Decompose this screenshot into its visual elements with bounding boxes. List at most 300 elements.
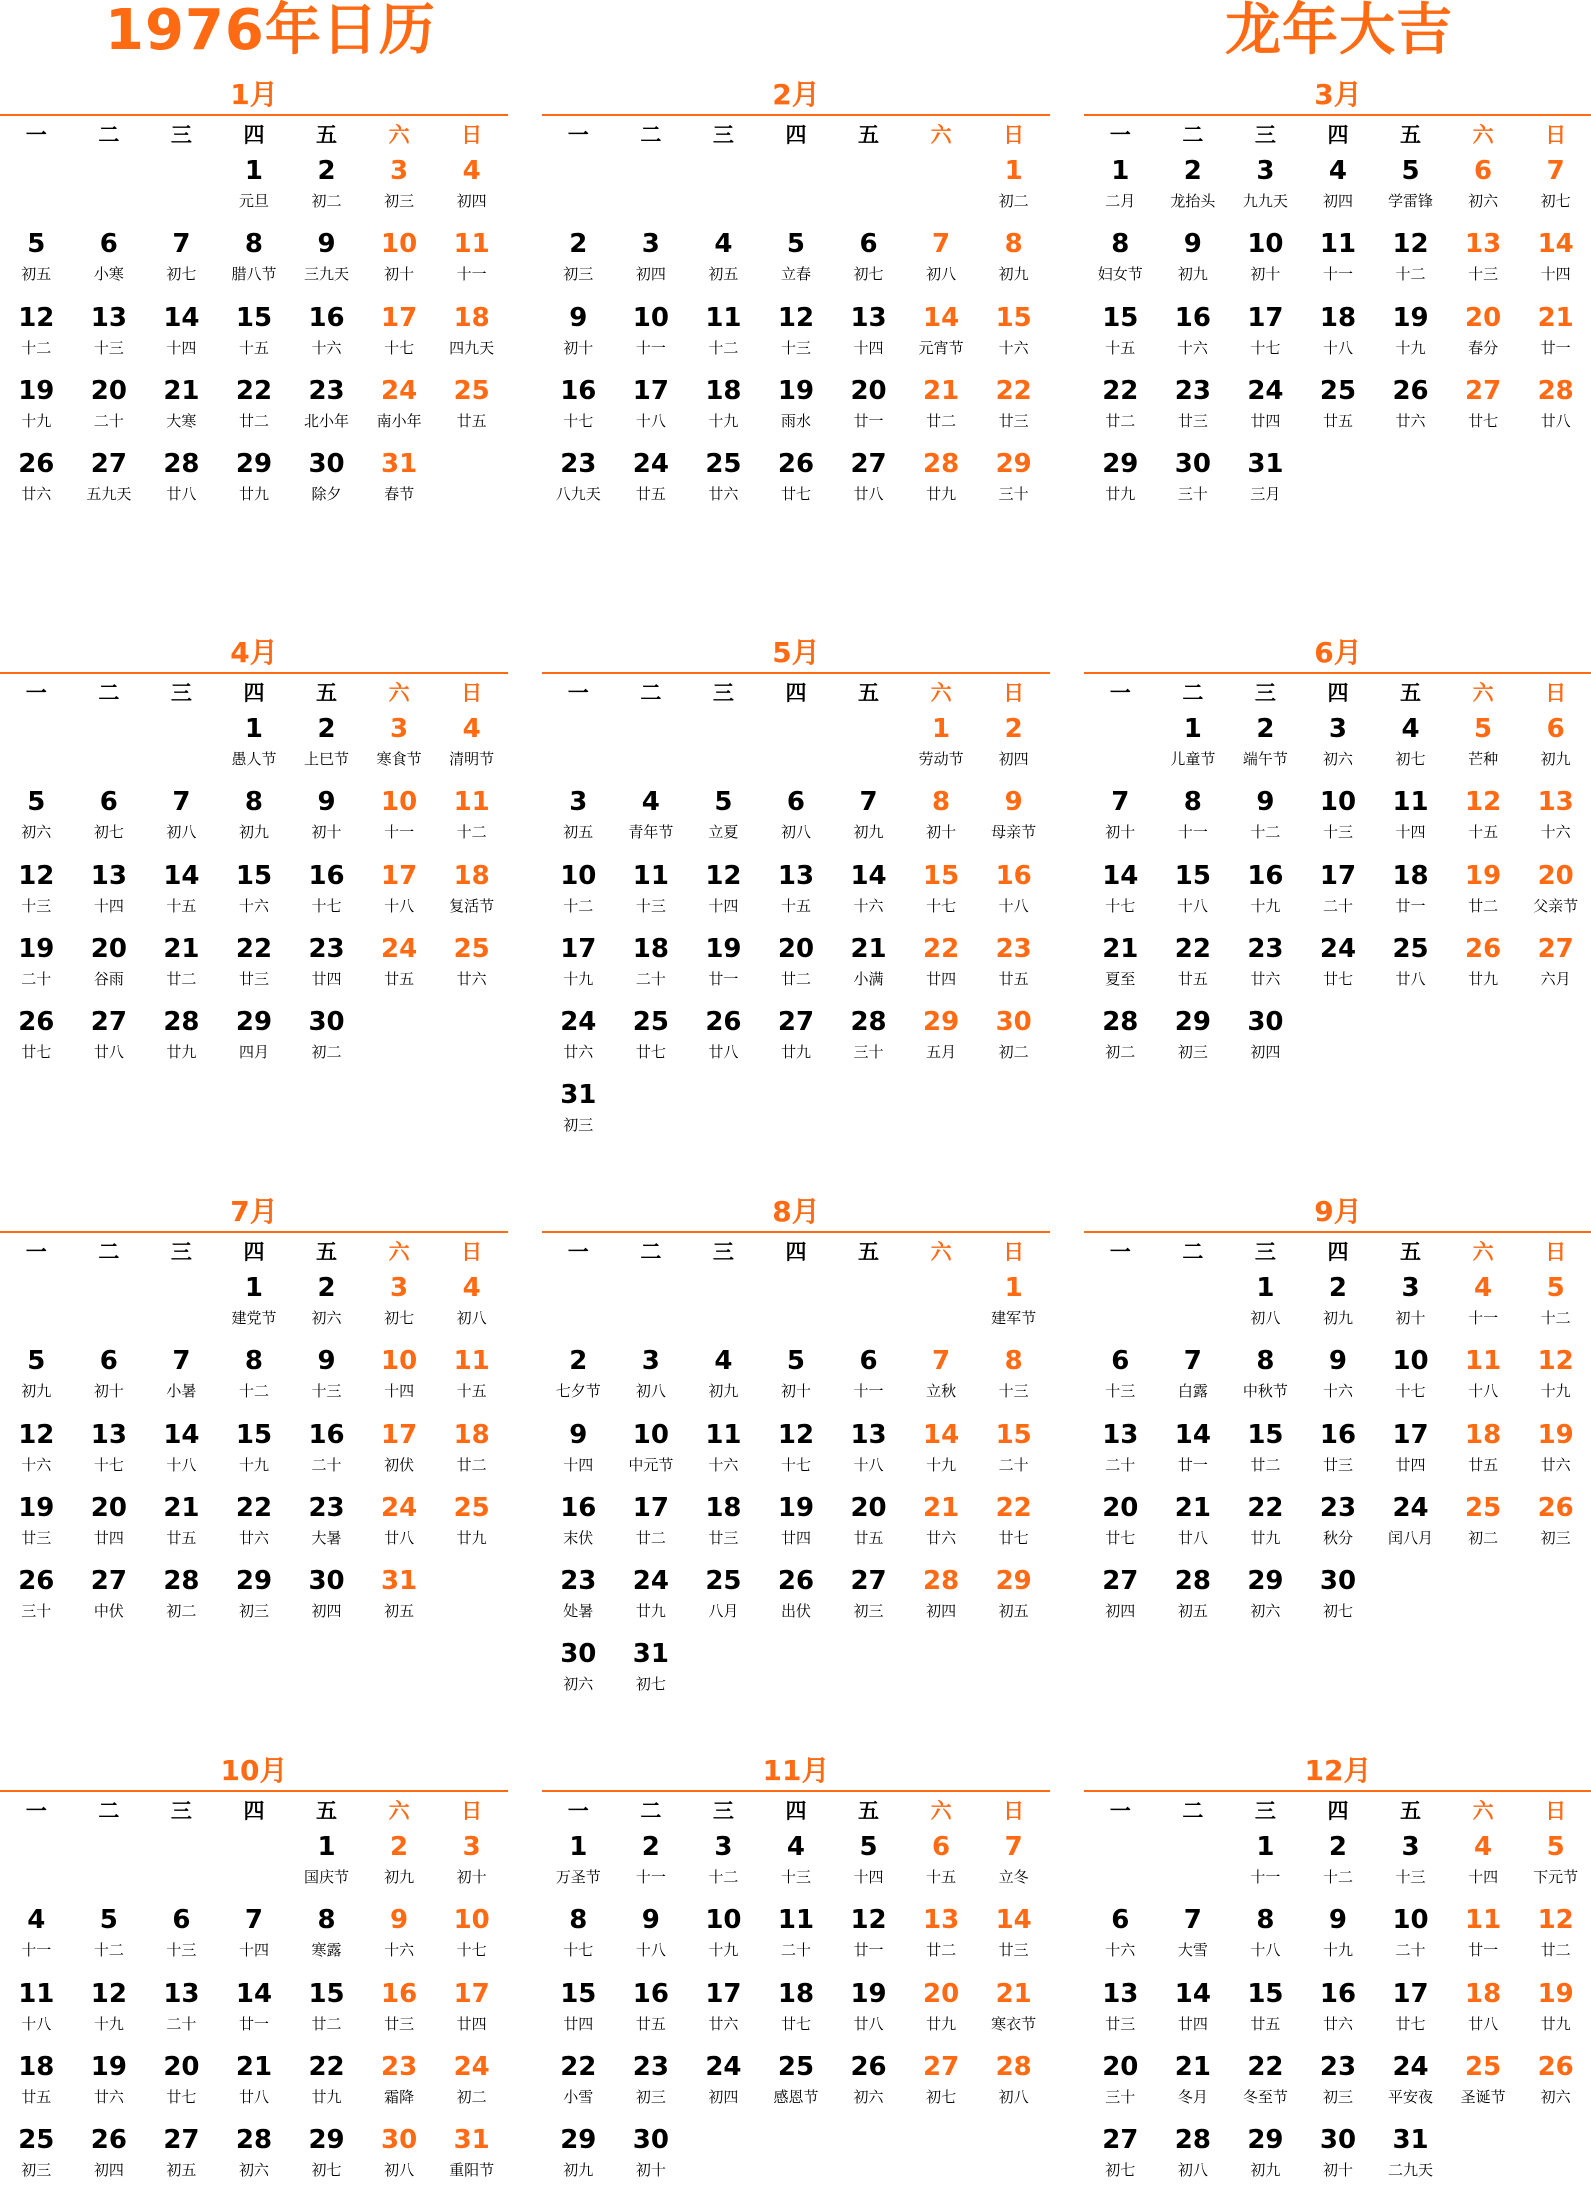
day-cell	[145, 299, 218, 372]
day-cell	[615, 1416, 688, 1489]
lunar-label: 廿一	[853, 1941, 884, 1960]
day-cell	[1229, 1562, 1302, 1635]
day-number: 25	[632, 1007, 669, 1038]
lunar-label: 二十	[998, 1455, 1029, 1474]
day-cell	[290, 783, 363, 856]
day-cell	[760, 1901, 833, 1974]
day-number: 23	[632, 2051, 669, 2082]
lunar-label: 十八	[384, 896, 415, 915]
lunar-label: 初八	[780, 823, 811, 842]
days-grid	[542, 710, 1050, 1150]
lunar-label: 初三	[563, 1116, 594, 1135]
day-number: 19	[1465, 860, 1502, 891]
day-number: 28	[1174, 1566, 1211, 1597]
lunar-label: 上巳节	[304, 750, 350, 768]
day-number: 8	[244, 1346, 264, 1377]
month-title: 8月	[542, 1193, 1050, 1233]
lunar-label: 谷雨	[93, 969, 124, 988]
weekday-header	[1084, 1792, 1591, 1828]
day-cell	[1519, 930, 1591, 1003]
day-number: 8	[1183, 787, 1202, 818]
day-number: 9	[1183, 229, 1202, 260]
day-number: 6	[1111, 1346, 1130, 1377]
weekday-label: 三	[1254, 123, 1276, 147]
day-cell	[1447, 1975, 1520, 2048]
lunar-label: 二十	[21, 969, 52, 988]
day-cell	[905, 710, 978, 783]
day-cell	[760, 2048, 833, 2121]
weekday-label: 五	[858, 1799, 880, 1823]
lunar-label: 寒食节	[376, 750, 422, 768]
lunar-label: 闰八月	[1388, 1528, 1434, 1547]
lunar-label: 十三	[166, 1941, 197, 1960]
day-cell	[832, 1562, 905, 1635]
day-number: 20	[777, 933, 815, 964]
day-number: 6	[99, 229, 118, 260]
day-number: 2	[1004, 714, 1023, 744]
day-number: 30	[308, 1566, 345, 1597]
weekday-label: 五	[1400, 1799, 1422, 1823]
day-number: 26	[705, 1007, 742, 1038]
day-number: 4	[462, 156, 481, 186]
day-cell	[1447, 372, 1520, 445]
day-cell	[615, 2048, 688, 2121]
day-cell	[1084, 2121, 1157, 2194]
day-cell	[832, 1342, 905, 1415]
lunar-label: 十一	[456, 265, 487, 284]
day-number: 10	[632, 1419, 669, 1450]
day-cell	[73, 1562, 146, 1635]
lunar-label: 十九	[1540, 1382, 1571, 1401]
lunar-label: 十八	[998, 896, 1029, 915]
day-cell	[1229, 445, 1302, 518]
day-number: 28	[1537, 375, 1574, 406]
day-cell	[1084, 1416, 1157, 1489]
lunar-label: 廿八	[238, 2087, 269, 2106]
day-cell	[1447, 1342, 1520, 1415]
day-number: 19	[90, 2051, 127, 2082]
empty-cell	[760, 710, 833, 783]
weekday-label: 三	[170, 681, 192, 705]
day-cell	[905, 372, 978, 445]
weekday-label: 四	[1327, 1799, 1349, 1823]
day-number: 6	[1546, 714, 1565, 744]
day-number: 1	[244, 714, 264, 744]
lunar-label: 十九	[1322, 1941, 1353, 1960]
lunar-label: 初八	[1177, 2161, 1208, 2180]
day-number: 8	[1256, 1905, 1275, 1936]
month-title: 1月	[0, 76, 508, 116]
lunar-label: 学雷锋	[1388, 192, 1434, 210]
day-number: 9	[317, 1346, 336, 1377]
day-number: 16	[560, 375, 597, 406]
day-number: 9	[569, 302, 588, 333]
lunar-label: 廿九	[1105, 485, 1136, 504]
day-cell	[1302, 783, 1375, 856]
day-number: 25	[18, 2125, 55, 2156]
weekday-label: 三	[712, 1240, 734, 1264]
lunar-label: 初九	[21, 1382, 52, 1401]
day-number: 20	[1537, 860, 1574, 891]
day-number: 22	[1174, 933, 1211, 964]
weekday-label: 二	[98, 1240, 120, 1264]
weekday-label: 四	[243, 1799, 265, 1823]
lunar-label: 初二	[456, 2087, 487, 2106]
day-cell	[145, 1562, 218, 1635]
day-number: 30	[308, 1007, 345, 1038]
day-number: 30	[308, 449, 345, 480]
lunar-label: 廿五	[166, 1528, 197, 1547]
day-number: 18	[1465, 1978, 1502, 2009]
day-cell	[1302, 2048, 1375, 2121]
weekday-header	[542, 1792, 1050, 1828]
day-cell	[542, 2048, 615, 2121]
month-block	[0, 1193, 508, 1635]
day-number: 2	[1328, 1832, 1348, 1862]
day-number: 1	[1256, 1273, 1275, 1303]
day-number: 30	[1319, 2125, 1357, 2156]
day-number: 24	[705, 2051, 742, 2082]
month-block	[542, 634, 1050, 1150]
lunar-label: 初四	[1105, 1602, 1136, 1621]
day-number: 29	[235, 449, 273, 480]
day-cell	[145, 1003, 218, 1076]
day-cell	[1229, 1003, 1302, 1076]
lunar-label: 廿九	[780, 1043, 811, 1062]
lunar-label: 初九	[853, 823, 884, 842]
weekday-label: 二	[1182, 1240, 1204, 1264]
day-number: 7	[172, 1346, 191, 1377]
month-block	[542, 76, 1050, 518]
day-cell	[1519, 1269, 1591, 1342]
lunar-label: 初五	[563, 823, 594, 842]
lunar-label: 二十	[1322, 896, 1353, 915]
lunar-label: 初七	[926, 2087, 957, 2106]
day-number: 17	[1319, 860, 1357, 891]
day-number: 19	[777, 375, 815, 406]
day-cell	[542, 1562, 615, 1635]
day-cell	[0, 1901, 73, 1974]
day-number: 2	[1183, 156, 1202, 186]
lunar-label: 中伏	[93, 1602, 124, 1621]
day-cell	[615, 372, 688, 445]
lunar-label: 龙抬头	[1170, 192, 1216, 210]
day-number: 24	[1392, 2051, 1429, 2082]
lunar-label: 十六	[384, 1941, 415, 1960]
lunar-label: 廿二	[456, 1455, 487, 1474]
day-cell	[1229, 1342, 1302, 1415]
day-number: 26	[18, 1566, 55, 1597]
day-cell	[0, 857, 73, 930]
day-number: 19	[777, 1492, 815, 1523]
day-cell	[435, 1828, 508, 1901]
day-number: 4	[714, 1346, 733, 1377]
lunar-label: 大寒	[166, 411, 197, 430]
day-number: 11	[705, 302, 742, 333]
day-cell	[542, 225, 615, 298]
lunar-label: 廿六	[708, 485, 739, 504]
weekday-label: 二	[640, 123, 662, 147]
day-cell	[1447, 1269, 1520, 1342]
day-number: 22	[560, 2051, 597, 2082]
day-number: 9	[569, 1419, 588, 1450]
lunar-label: 初六	[563, 1675, 594, 1694]
weekday-label: 日	[461, 123, 483, 147]
day-cell	[1519, 1489, 1591, 1562]
day-number: 7	[1183, 1346, 1202, 1377]
day-cell	[832, 1828, 905, 1901]
day-cell	[977, 225, 1050, 298]
day-cell	[1157, 1003, 1230, 1076]
weekday-label: 一	[567, 123, 589, 147]
day-number: 29	[1102, 449, 1139, 480]
day-number: 15	[1247, 1978, 1284, 2009]
day-number: 1	[1183, 714, 1202, 744]
day-cell	[1374, 299, 1447, 372]
day-number: 9	[1004, 787, 1023, 818]
weekday-header	[0, 1233, 508, 1269]
day-number: 13	[850, 302, 887, 333]
day-cell	[218, 152, 291, 225]
month-block	[0, 634, 508, 1076]
lunar-label: 十九	[708, 411, 739, 430]
day-cell	[0, 1975, 73, 2048]
lunar-label: 父亲节	[1533, 896, 1579, 915]
day-cell	[0, 372, 73, 445]
day-number: 6	[1474, 156, 1493, 186]
day-cell	[977, 1562, 1050, 1635]
empty-cell	[73, 152, 146, 225]
day-cell	[0, 2048, 73, 2121]
lunar-label: 初七	[384, 1309, 415, 1327]
lunar-label: 国庆节	[304, 1868, 350, 1886]
lunar-label: 十八	[166, 1455, 197, 1474]
lunar-label: 初九	[1540, 750, 1571, 768]
lunar-label: 十四	[1540, 265, 1571, 284]
day-number: 16	[308, 1419, 345, 1450]
day-cell	[615, 1828, 688, 1901]
weekday-label: 五	[1400, 1240, 1422, 1264]
day-number: 8	[244, 787, 264, 818]
day-number: 7	[932, 1346, 951, 1377]
lunar-label: 十二	[238, 1382, 269, 1401]
day-cell	[760, 1828, 833, 1901]
lunar-label: 初四	[708, 2087, 739, 2106]
lunar-label: 十七	[311, 896, 342, 915]
day-number: 16	[1174, 302, 1211, 333]
lunar-label: 十七	[1105, 896, 1136, 915]
day-number: 5	[27, 1346, 46, 1377]
weekday-label: 六	[1472, 681, 1494, 705]
empty-cell	[905, 1269, 978, 1342]
lunar-label: 初四	[926, 1602, 957, 1621]
lunar-label: 廿一	[238, 2014, 269, 2033]
lunar-label: 廿二	[1540, 1941, 1571, 1960]
day-cell	[832, 1489, 905, 1562]
day-cell	[1229, 1489, 1302, 1562]
lunar-label: 廿三	[1105, 2014, 1136, 2033]
day-cell	[905, 1562, 978, 1635]
lunar-label: 廿二	[635, 1528, 666, 1547]
day-number: 5	[1474, 714, 1493, 744]
day-number: 17	[381, 302, 418, 333]
lunar-label: 十四	[853, 338, 884, 357]
day-cell	[1084, 152, 1157, 225]
weekday-header	[0, 1792, 508, 1828]
lunar-label: 十三	[1468, 265, 1499, 284]
lunar-label: 廿四	[1177, 2014, 1208, 2033]
day-number: 12	[1537, 1346, 1574, 1377]
day-number: 20	[90, 375, 127, 406]
day-number: 29	[923, 1007, 960, 1038]
lunar-label: 初伏	[384, 1455, 415, 1474]
lunar-label: 廿三	[998, 1941, 1029, 1960]
day-cell	[73, 1416, 146, 1489]
day-cell	[977, 1003, 1050, 1076]
lunar-label: 十五	[456, 1382, 487, 1401]
day-number: 22	[235, 375, 273, 406]
day-number: 2	[317, 1273, 336, 1303]
day-number: 7	[244, 1905, 264, 1936]
day-cell	[290, 1342, 363, 1415]
day-number: 21	[1537, 302, 1574, 333]
day-number: 4	[462, 714, 481, 744]
day-cell	[615, 1489, 688, 1562]
day-cell	[687, 1489, 760, 1562]
empty-cell	[615, 152, 688, 225]
lunar-label: 初九	[1250, 2161, 1281, 2180]
lunar-label: 十六	[21, 1455, 52, 1474]
day-cell	[218, 2048, 291, 2121]
month-title: 10月	[0, 1752, 508, 1792]
day-cell	[290, 857, 363, 930]
lunar-label: 秋分	[1322, 1528, 1353, 1547]
day-number: 1	[317, 1832, 336, 1862]
day-cell	[1302, 1416, 1375, 1489]
day-cell	[1302, 930, 1375, 1003]
day-cell	[1084, 1489, 1157, 1562]
day-cell	[73, 1342, 146, 1415]
day-cell	[905, 1828, 978, 1901]
day-number: 20	[850, 1492, 887, 1523]
lunar-label: 初三	[853, 1602, 884, 1621]
day-number: 3	[1401, 1832, 1420, 1862]
day-cell	[542, 930, 615, 1003]
lunar-label: 十二	[1250, 823, 1281, 842]
lunar-label: 廿一	[708, 969, 739, 988]
lunar-label: 十五	[1105, 338, 1136, 357]
empty-cell	[1084, 710, 1157, 783]
day-cell	[1302, 1489, 1375, 1562]
day-number: 21	[163, 933, 200, 964]
day-number: 28	[163, 449, 200, 480]
empty-cell	[0, 710, 73, 783]
day-cell	[1084, 1003, 1157, 1076]
lunar-label: 十八	[635, 1941, 666, 1960]
day-cell	[1157, 445, 1230, 518]
lunar-label: 初五	[708, 265, 739, 284]
day-number: 24	[1319, 933, 1357, 964]
day-number: 17	[560, 933, 597, 964]
day-cell	[218, 1003, 291, 1076]
day-cell	[905, 299, 978, 372]
lunar-label: 廿七	[1105, 1528, 1136, 1547]
day-cell	[363, 1489, 436, 1562]
day-cell	[0, 783, 73, 856]
lunar-label: 廿六	[708, 2014, 739, 2033]
day-number: 25	[705, 1566, 742, 1597]
lunar-label: 廿五	[1322, 411, 1353, 430]
day-number: 31	[1247, 449, 1284, 480]
day-number: 26	[1392, 375, 1429, 406]
lunar-label: 初三	[1540, 1528, 1571, 1547]
day-cell	[1084, 783, 1157, 856]
day-number: 30	[560, 1639, 597, 1670]
lunar-label: 八月	[708, 1602, 739, 1621]
day-cell	[1519, 1828, 1591, 1901]
lunar-label: 四月	[238, 1043, 269, 1062]
day-cell	[218, 1489, 291, 1562]
day-number: 16	[1319, 1419, 1357, 1450]
day-number: 25	[777, 2051, 815, 2082]
day-number: 9	[641, 1905, 660, 1936]
day-cell	[1447, 299, 1520, 372]
day-number: 9	[317, 787, 336, 818]
lunar-label: 廿九	[456, 1528, 487, 1547]
day-cell	[1302, 1342, 1375, 1415]
weekday-label: 四	[1327, 1240, 1349, 1264]
day-number: 14	[923, 1419, 960, 1450]
lunar-label: 立秋	[926, 1382, 957, 1401]
day-number: 28	[923, 449, 960, 480]
lunar-label: 廿七	[1468, 411, 1499, 430]
day-cell	[363, 152, 436, 225]
lunar-label: 廿六	[1540, 1455, 1571, 1474]
day-number: 10	[560, 860, 597, 891]
lunar-label: 廿六	[238, 1528, 269, 1547]
day-number: 25	[453, 933, 490, 964]
weekday-label: 五	[858, 1240, 880, 1264]
month-block	[1084, 1193, 1591, 1635]
day-number: 4	[1328, 156, 1348, 186]
day-number: 23	[1319, 1492, 1357, 1523]
lunar-label: 廿三	[998, 411, 1029, 430]
day-number: 13	[1102, 1978, 1139, 2009]
lunar-label: 十二	[708, 1868, 739, 1886]
day-cell	[435, 1489, 508, 1562]
day-cell	[687, 1562, 760, 1635]
lunar-label: 中秋节	[1242, 1382, 1288, 1401]
lunar-label: 十六	[1177, 338, 1208, 357]
lunar-label: 十三	[311, 1382, 342, 1401]
lunar-label: 十七	[563, 1941, 594, 1960]
empty-cell	[1084, 1828, 1157, 1901]
month-block	[1084, 76, 1591, 518]
day-number: 25	[1465, 1492, 1502, 1523]
day-number: 4	[1401, 714, 1420, 744]
day-cell	[218, 225, 291, 298]
day-cell	[615, 1901, 688, 1974]
day-number: 18	[632, 933, 669, 964]
day-cell	[145, 783, 218, 856]
day-cell	[290, 930, 363, 1003]
lunar-label: 廿六	[456, 969, 487, 988]
day-cell	[1302, 1901, 1375, 1974]
day-cell	[1519, 299, 1591, 372]
lunar-label: 五九天	[86, 485, 132, 504]
weekday-label: 三	[712, 1799, 734, 1823]
day-number: 14	[163, 302, 200, 333]
